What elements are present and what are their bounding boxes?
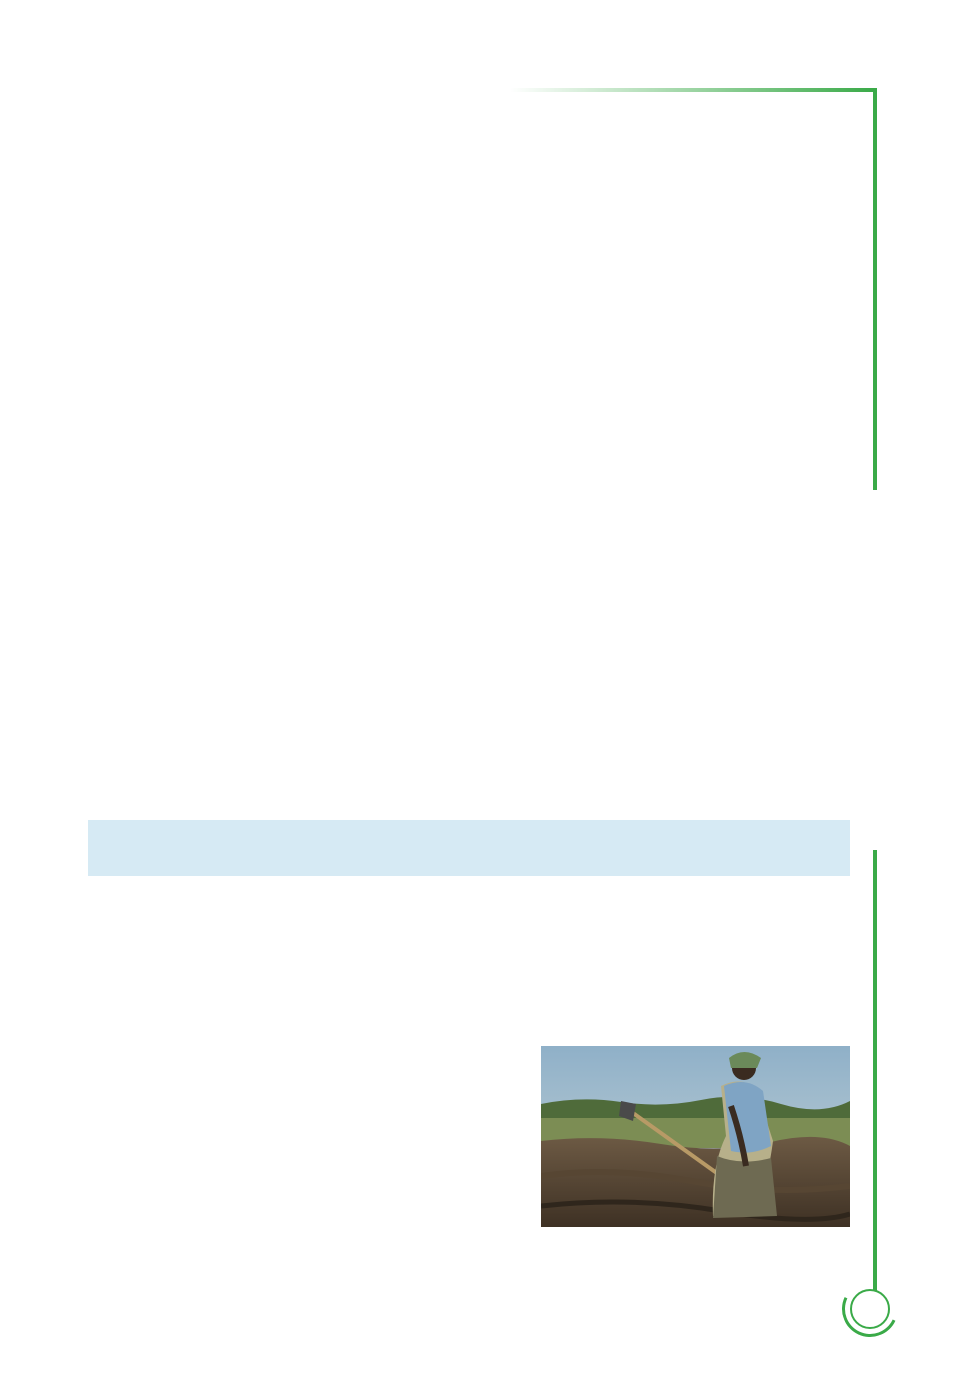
farming-illustration [541,1046,850,1227]
top-decorative-rule [510,88,875,92]
side-decorative-rule-top [873,88,877,490]
definition-box [88,820,850,876]
page-number [850,1289,890,1329]
side-decorative-rule-bottom [873,850,877,1305]
figure-photo-farming [541,1046,850,1227]
